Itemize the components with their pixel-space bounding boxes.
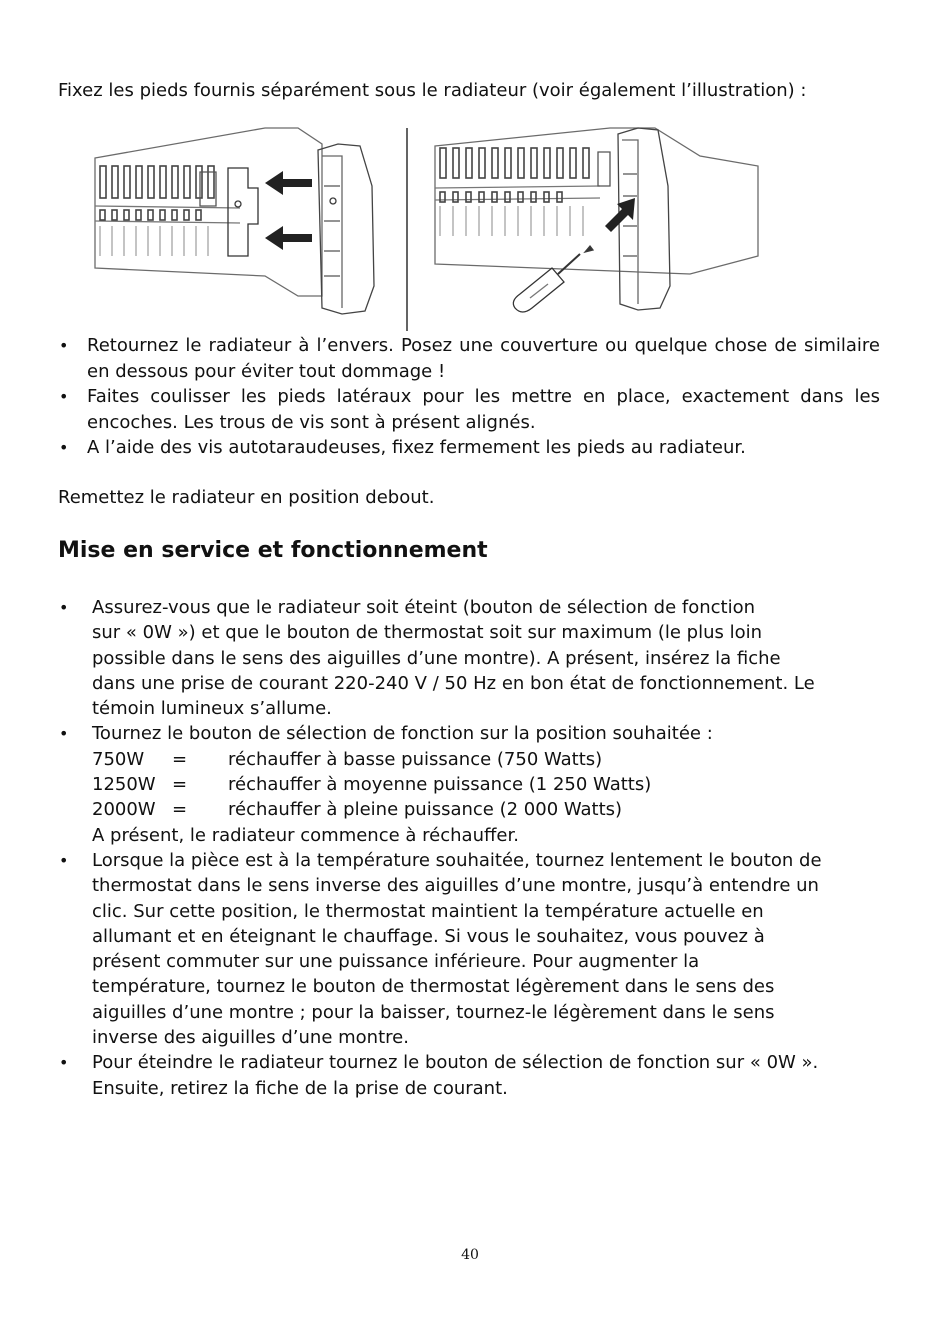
power-level-row xyxy=(92,797,888,822)
page-number: 40 xyxy=(461,1247,479,1263)
line: sur « 0W ») et que le bouton de thermostat soit sur maximum (le plus loin xyxy=(92,622,763,644)
assembly-steps-list xyxy=(58,333,880,461)
power-description: réchauffer à basse puissance (750 Watts) xyxy=(228,748,603,770)
power-value: 750W xyxy=(92,748,145,770)
line: clic. Sur cette position, le thermostat maintient la température actuelle en xyxy=(92,900,764,922)
line: témoin lumineux s’allume. xyxy=(92,698,332,720)
line: • Lorsque la pièce est à la température souhaitée, tournez lentement le bouton de xyxy=(92,849,822,871)
power-level-row xyxy=(92,747,888,772)
list-item: • A l’aide des vis autotaraudeuses, fixez fermement les pieds au radiateur. xyxy=(58,435,880,461)
radiator-right-figure xyxy=(435,128,758,312)
section-heading: Mise en service et fonctionnement xyxy=(58,538,488,563)
line: allumant et en éteignant le chauffage. Si vous le souhaitez, vous pouvez à xyxy=(92,925,765,947)
list-item xyxy=(58,595,888,721)
operation-steps-list xyxy=(58,595,888,1101)
line: température, tournez le bouton de thermostat légèrement dans le sens des xyxy=(92,976,775,998)
line: • Assurez-vous que le radiateur soit éteint (bouton de sélection de fonction xyxy=(92,597,756,618)
power-level-row xyxy=(92,772,888,797)
intro-text: Fixez les pieds fournis séparément sous le radiateur (voir également l’illustration) : xyxy=(58,80,807,101)
list-item: • Retournez le radiateur à l’envers. Posez une couverture ou quelque chose de similaire en dessous pour éviter tout dommage ! xyxy=(58,333,880,384)
line: Ensuite, retirez la fiche de la prise de courant. xyxy=(92,1077,508,1099)
power-value: 2000W xyxy=(92,799,156,821)
list-item xyxy=(58,848,888,1050)
line: • Tournez le bouton de sélection de fonction sur la position souhaitée : xyxy=(92,723,713,745)
radiator-left-figure xyxy=(95,128,374,314)
equals-sign: = xyxy=(172,799,188,821)
line: dans une prise de courant 220-240 V / 50 Hz en bon état de fonctionnement. Le xyxy=(92,672,815,694)
list-item xyxy=(58,1050,888,1101)
list-item xyxy=(58,721,888,847)
line: thermostat dans le sens inverse des aiguilles d’une montre, jusqu’à entendre un xyxy=(92,875,819,897)
equals-sign: = xyxy=(172,774,188,796)
list-item: • Faites coulisser les pieds latéraux pour les mettre en place, exactement dans les encoches. Les trous de vis sont à présent alignés. xyxy=(58,384,880,435)
power-description: réchauffer à moyenne puissance (1 250 Watts) xyxy=(228,774,652,796)
line: présent commuter sur une puissance inférieure. Pour augmenter la xyxy=(92,951,700,973)
line: aiguilles d’une montre ; pour la baisser, tournez-le légèrement dans le sens xyxy=(92,1001,775,1023)
line: A présent, le radiateur commence à réchauffer. xyxy=(92,824,519,846)
stand-up-text: Remettez le radiateur en position debout. xyxy=(58,487,435,508)
line: • Pour éteindre le radiateur tournez le bouton de sélection de fonction sur « 0W ». xyxy=(92,1052,819,1074)
assembly-illustration xyxy=(90,126,770,331)
equals-sign: = xyxy=(172,748,188,770)
power-value: 1250W xyxy=(92,774,156,796)
line: possible dans le sens des aiguilles d’une montre). A présent, insérez la fiche xyxy=(92,647,781,669)
line: inverse des aiguilles d’une montre. xyxy=(92,1027,409,1049)
power-description: réchauffer à pleine puissance (2 000 Watts) xyxy=(228,799,623,821)
